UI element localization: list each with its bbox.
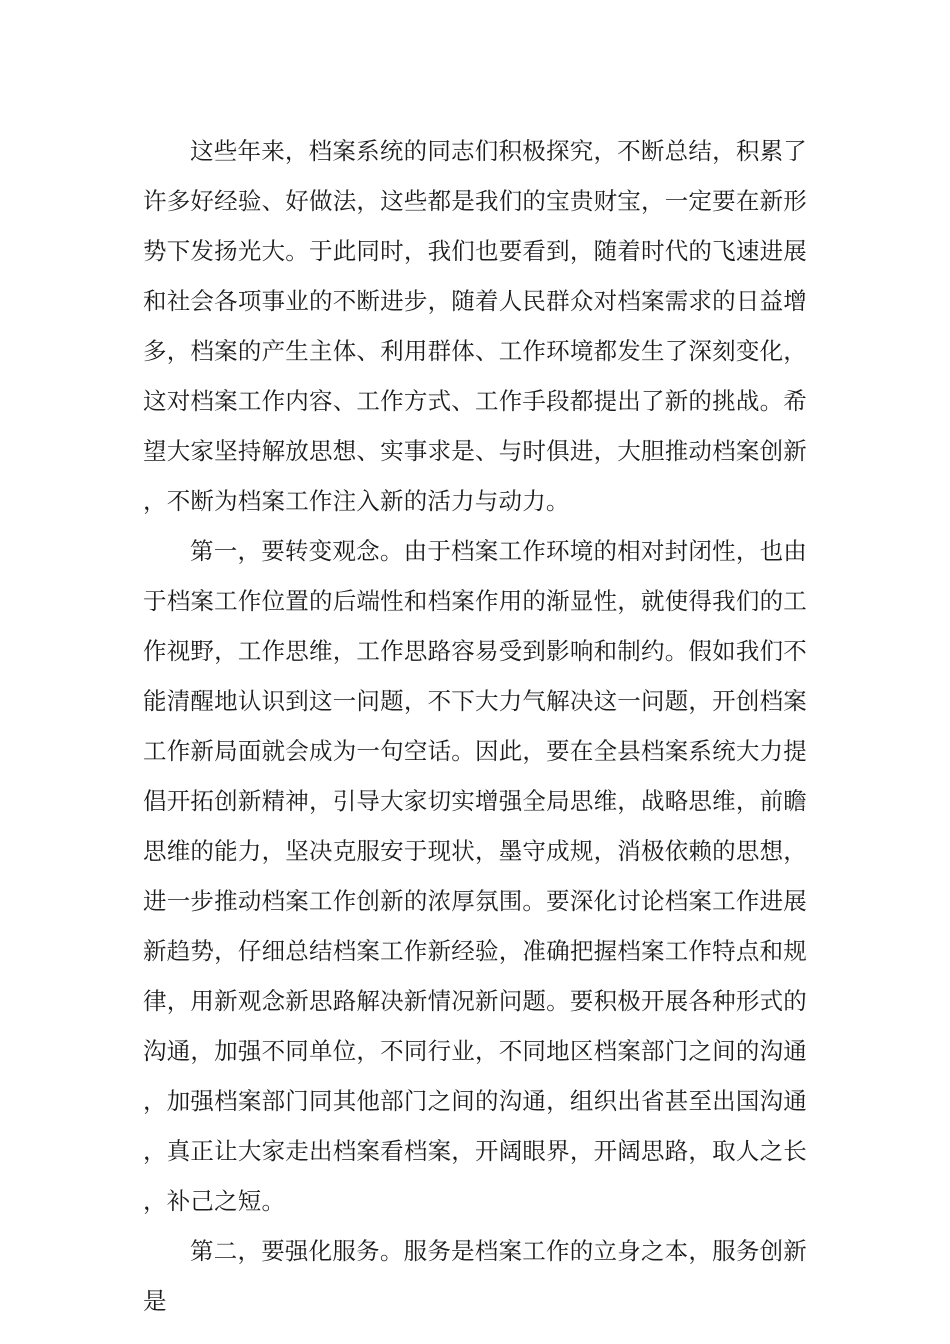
document-body [143, 126, 807, 1326]
paragraph-second-point: 第二，要强化服务。服务是档案工作的立身之本，服务创新是 [143, 1237, 807, 1315]
paragraph-intro: 这些年来，档案系统的同志们积极探究，不断总结，积累了许多好经验、好做法，这些都是我们的宝贵财宝，一定要在新形势下发扬光大。于此同时，我们也要看到，随着时代的飞速进展和社会各项事业的不断进步，随着人民群众对档案需求的日益增多，档案的产生主体、利用群体、工作环境都发生了深刻变化，这对档案工作内容、工作方式、工作手段都提出了新的挑战。希望大家坚持解放思想、实事求是、与时俱进，大胆推动档案创新，不断为档案工作注入新的活力与动力。 [143, 137, 807, 515]
paragraph-first-point: 第一，要转变观念。由于档案工作环境的相对封闭性，也由于档案工作位置的后端性和档案作用的渐显性，就使得我们的工作视野，工作思维，工作思路容易受到影响和制约。假如我们不能清醒地认识到这一问题，不下大力气解决这一问题，开创档案工作新局面就会成为一句空话。因此，要在全县档案系统大力提倡开拓创新精神，引导大家切实增强全局思维，战略思维，前瞻思维的能力，坚决克服安于现状，墨守成规，消极依赖的思想，进一步推动档案工作创新的浓厚氛围。要深化讨论档案工作进展新趋势，仔细总结档案工作新经验，准确把握档案工作特点和规律，用新观念新思路解决新情况新问题。要积极开展各种形式的沟通，加强不同单位，不同行业，不同地区档案部门之间的沟通，加强档案部门同其他部门之间的沟通，组织出省甚至出国沟通，真正让大家走出档案看档案，开阔眼界，开阔思路，取人之长，补己之短。 [143, 537, 807, 1215]
